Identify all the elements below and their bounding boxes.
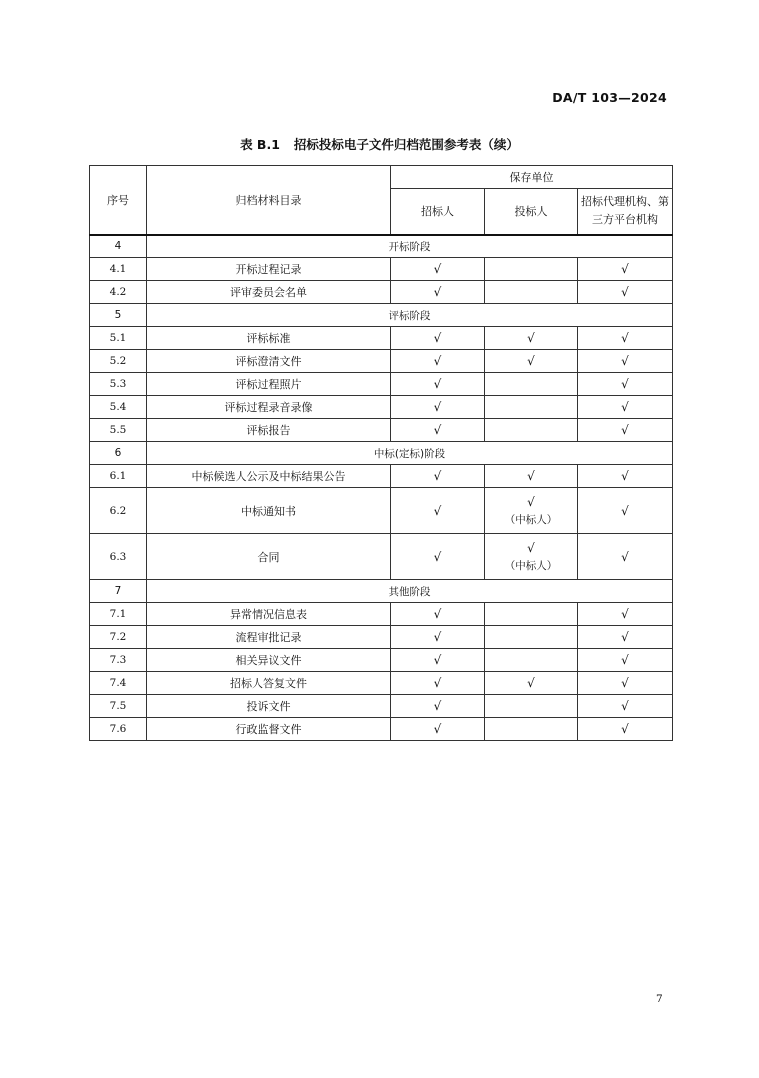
stage-name: 其他阶段 [147, 580, 673, 603]
row-seq: 5.3 [90, 373, 147, 396]
agency-check: √ [578, 396, 673, 419]
agency-check: √ [578, 718, 673, 741]
agency-check: √ [578, 281, 673, 304]
table-row [90, 465, 673, 488]
stage-name: 评标阶段 [147, 304, 673, 327]
row-item: 中标通知书 [147, 488, 391, 534]
bidder-check [485, 718, 578, 741]
row-seq: 7.5 [90, 695, 147, 718]
row-seq: 5.2 [90, 350, 147, 373]
tenderer-check: √ [391, 488, 485, 534]
bidder-check [485, 373, 578, 396]
row-seq: 5.4 [90, 396, 147, 419]
row-item: 流程审批记录 [147, 626, 391, 649]
row-item: 合同 [147, 534, 391, 580]
tenderer-check: √ [391, 419, 485, 442]
agency-check: √ [578, 603, 673, 626]
row-seq: 6.2 [90, 488, 147, 534]
table-row [90, 603, 673, 626]
row-item: 相关异议文件 [147, 649, 391, 672]
agency-check: √ [578, 258, 673, 281]
header-catalog: 归档材料目录 [147, 166, 391, 235]
table-row [90, 534, 673, 580]
tenderer-check: √ [391, 534, 485, 580]
tenderer-check: √ [391, 258, 485, 281]
row-item: 异常情况信息表 [147, 603, 391, 626]
row-item: 招标人答复文件 [147, 672, 391, 695]
row-seq: 7.6 [90, 718, 147, 741]
row-seq: 5.5 [90, 419, 147, 442]
tenderer-check: √ [391, 672, 485, 695]
agency-check: √ [578, 488, 673, 534]
row-seq: 4.2 [90, 281, 147, 304]
bidder-note: （中标人） [504, 513, 558, 526]
row-seq: 5.1 [90, 327, 147, 350]
row-item: 评标过程录音录像 [147, 396, 391, 419]
bidder-check [485, 695, 578, 718]
row-item: 行政监督文件 [147, 718, 391, 741]
standard-code: DA/T 103—2024 [552, 90, 667, 105]
header-agency: 招标代理机构、第三方平台机构 [578, 189, 673, 235]
tenderer-check: √ [391, 718, 485, 741]
stage-name: 开标阶段 [147, 235, 673, 258]
page-number: 7 [656, 993, 663, 1005]
table-row [90, 327, 673, 350]
bidder-check: √ [485, 465, 578, 488]
table-row [90, 649, 673, 672]
agency-check: √ [578, 327, 673, 350]
bidder-cell [485, 488, 578, 534]
table-number: 表 B.1 [240, 137, 280, 152]
stage-seq: 6 [90, 442, 147, 465]
bidder-check [485, 281, 578, 304]
stage-row [90, 304, 673, 327]
stage-seq: 4 [90, 235, 147, 258]
bidder-check [485, 419, 578, 442]
agency-check: √ [578, 649, 673, 672]
row-item: 开标过程记录 [147, 258, 391, 281]
row-item: 投诉文件 [147, 695, 391, 718]
row-seq: 7.3 [90, 649, 147, 672]
row-item: 评审委员会名单 [147, 281, 391, 304]
bidder-check [485, 649, 578, 672]
bidder-check: √ [485, 672, 578, 695]
bidder-check [485, 396, 578, 419]
row-item: 评标报告 [147, 419, 391, 442]
stage-seq: 7 [90, 580, 147, 603]
bidder-check: √ [485, 327, 578, 350]
agency-check: √ [578, 419, 673, 442]
row-seq: 7.4 [90, 672, 147, 695]
stage-row [90, 235, 673, 258]
row-item: 中标候选人公示及中标结果公告 [147, 465, 391, 488]
table-row [90, 350, 673, 373]
row-item: 评标标准 [147, 327, 391, 350]
stage-row [90, 442, 673, 465]
agency-check: √ [578, 672, 673, 695]
bidder-check: √ [485, 350, 578, 373]
table-row [90, 419, 673, 442]
tenderer-check: √ [391, 373, 485, 396]
table-caption: 招标投标电子文件归档范围参考表（续） [293, 137, 519, 152]
table-body [90, 235, 673, 741]
row-seq: 4.1 [90, 258, 147, 281]
table-row [90, 396, 673, 419]
row-seq: 7.2 [90, 626, 147, 649]
stage-name: 中标(定标)阶段 [147, 442, 673, 465]
tenderer-check: √ [391, 396, 485, 419]
tenderer-check: √ [391, 626, 485, 649]
tenderer-check: √ [391, 649, 485, 672]
bidder-cell [485, 534, 578, 580]
row-item: 评标过程照片 [147, 373, 391, 396]
header-tenderer: 招标人 [391, 189, 485, 235]
tenderer-check: √ [391, 350, 485, 373]
table-row [90, 258, 673, 281]
header-bidder: 投标人 [485, 189, 578, 235]
table-title [0, 135, 759, 153]
row-item: 评标澄清文件 [147, 350, 391, 373]
stage-seq: 5 [90, 304, 147, 327]
agency-check: √ [578, 373, 673, 396]
row-seq: 6.1 [90, 465, 147, 488]
agency-check: √ [578, 350, 673, 373]
agency-check: √ [578, 534, 673, 580]
table-row [90, 373, 673, 396]
bidder-check [485, 258, 578, 281]
row-seq: 6.3 [90, 534, 147, 580]
agency-check: √ [578, 626, 673, 649]
bidder-check: √ [527, 494, 535, 509]
archive-scope-table [89, 165, 673, 741]
bidder-note: （中标人） [504, 559, 558, 572]
table-row [90, 672, 673, 695]
bidder-check: √ [527, 540, 535, 555]
tenderer-check: √ [391, 281, 485, 304]
table-row [90, 718, 673, 741]
header-seq: 序号 [90, 166, 147, 235]
agency-check: √ [578, 695, 673, 718]
header-keeper-group: 保存单位 [391, 166, 673, 189]
tenderer-check: √ [391, 695, 485, 718]
table-row [90, 281, 673, 304]
stage-row [90, 580, 673, 603]
table-row [90, 626, 673, 649]
bidder-check [485, 626, 578, 649]
bidder-check [485, 603, 578, 626]
tenderer-check: √ [391, 327, 485, 350]
tenderer-check: √ [391, 603, 485, 626]
table-row [90, 695, 673, 718]
tenderer-check: √ [391, 465, 485, 488]
row-seq: 7.1 [90, 603, 147, 626]
table-row [90, 488, 673, 534]
agency-check: √ [578, 465, 673, 488]
